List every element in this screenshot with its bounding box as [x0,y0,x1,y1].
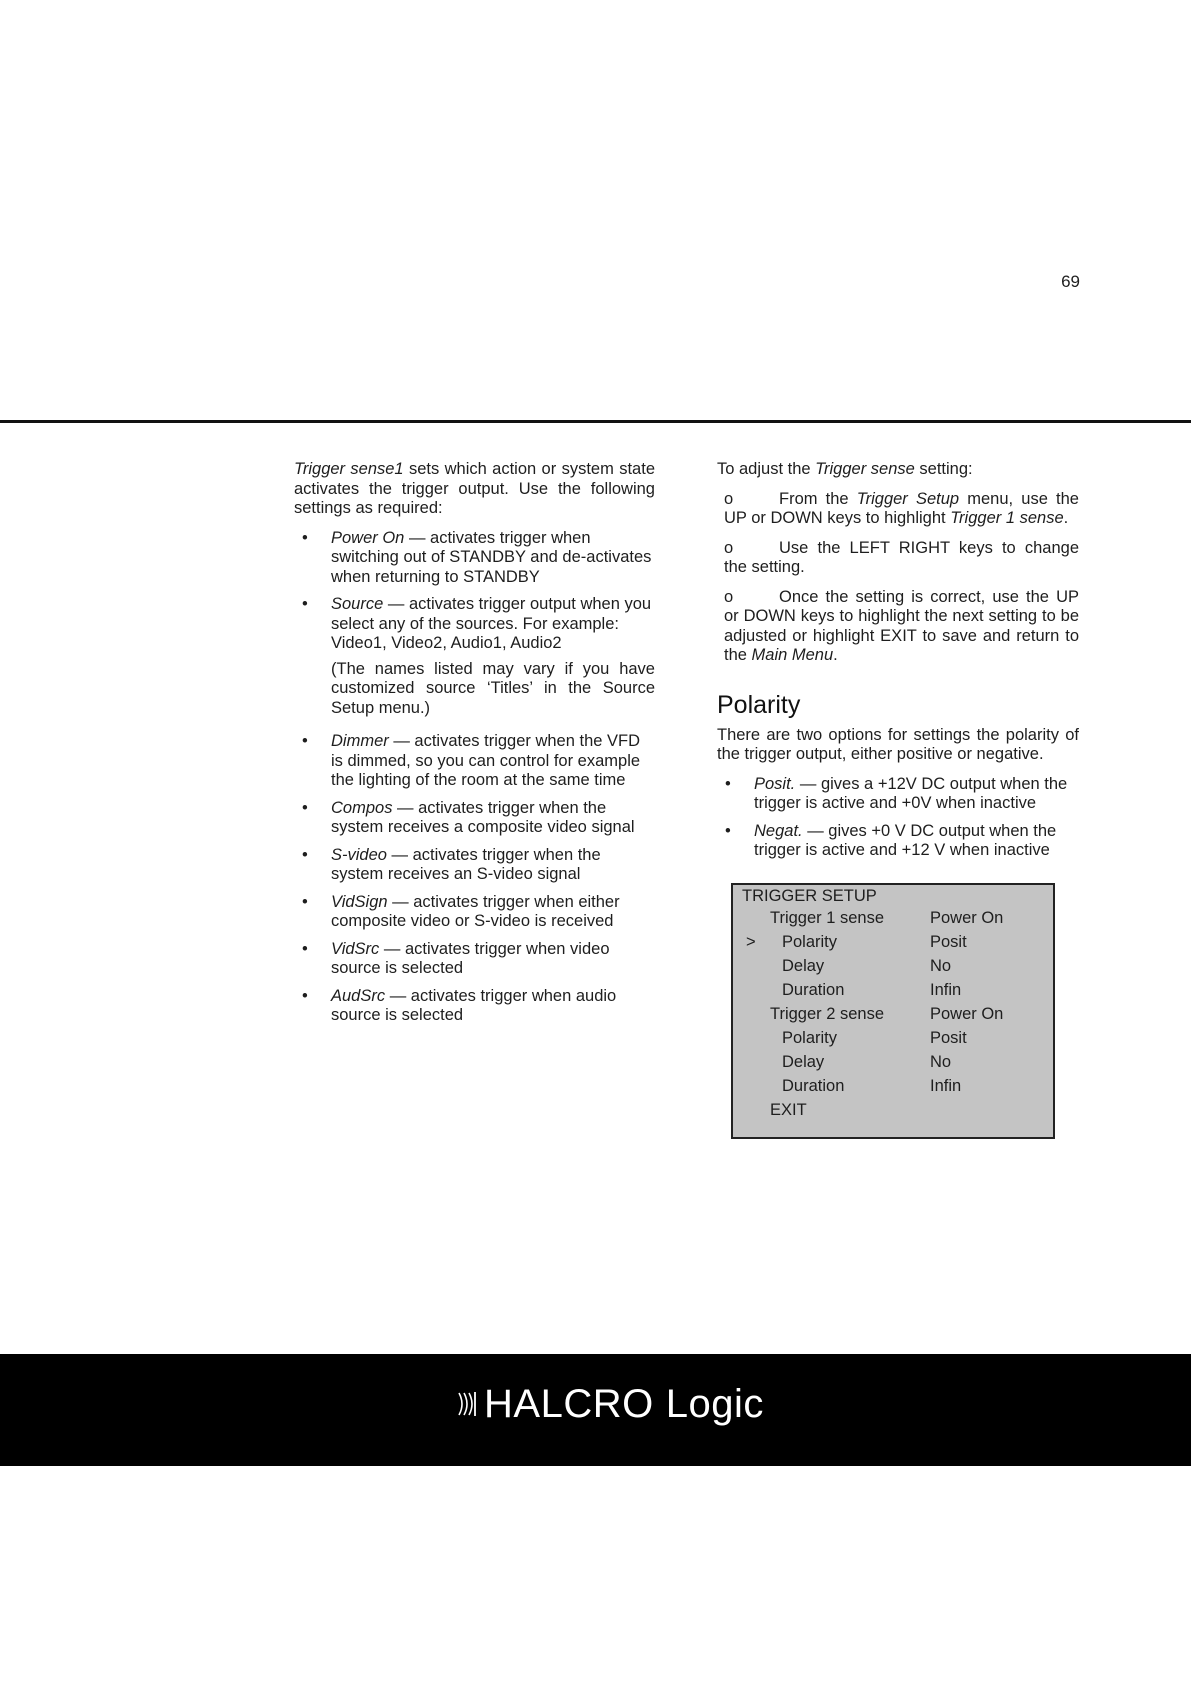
step-term: Main Menu [751,646,834,664]
menu-row [733,1005,1053,1029]
footer-band [0,1354,1191,1466]
page-number: 69 [1061,272,1080,291]
list-item [717,822,1079,861]
step-text: From the [779,489,857,508]
bullet-icon: • [302,986,308,1005]
menu-label: EXIT [770,1100,807,1119]
step-mark: o [724,489,734,508]
polarity-paragraph: There are two options for settings the polarity of the trigger output, either positive or negative. [717,725,1079,763]
step-text: menu, use the UP or DOWN keys to highlight [724,489,1079,527]
menu-label: Polarity [782,1028,838,1047]
menu-row [733,933,1053,957]
menu-row [733,1101,1053,1125]
bullet-icon: • [302,845,308,864]
trigger-sense-list [294,529,655,654]
item-text: — activates trigger when the system receives a composite video signal [331,798,635,836]
item-term: AudSrc [331,986,386,1005]
menu-label: Delay [782,1052,825,1071]
menu-value: Power On [930,1004,1004,1023]
adjust-post: setting: [914,460,973,478]
item-text: — activates trigger when the system receives an S-video signal [331,845,601,883]
menu-label: Delay [782,956,825,975]
item-text: — activates trigger when either composite video or S-video is received [331,892,620,930]
menu-row [733,909,1053,933]
adjust-steps [717,490,1079,666]
menu-title: TRIGGER SETUP [742,886,877,905]
menu-label: Duration [782,1076,845,1095]
item-text: — activates trigger when video source is selected [331,939,610,977]
bullet-icon: • [725,774,731,793]
logo-product: Logic [665,1382,764,1426]
step-item [717,490,1079,529]
list-item [294,846,655,885]
selection-pointer-icon: > [746,932,756,951]
right-column [717,460,1079,1139]
list-item [294,732,655,791]
halcro-logo [456,1374,764,1434]
list-item [294,893,655,932]
step-text: . [1063,509,1069,527]
step-term: Trigger 1 sense [950,509,1064,527]
polarity-list [717,775,1079,861]
list-item [294,595,655,654]
menu-row [733,981,1053,1005]
step-item [717,588,1079,666]
halcro-waves-icon [456,1389,482,1419]
bullet-icon: • [725,821,731,840]
bullet-icon: • [302,528,308,547]
bullet-icon: • [302,892,308,911]
intro-term: Trigger sense1 [294,460,404,478]
item-text: — activates trigger output when you select any of the sources. For example: Video1, Video2, Audio1, Audio2 [331,595,652,652]
step-item [717,539,1079,578]
item-term: VidSrc [331,939,380,958]
list-item [294,940,655,979]
menu-label: Trigger 1 sense [770,908,885,927]
list-item [717,775,1079,814]
header-rule [0,420,1191,423]
item-term: S-video [331,845,387,864]
item-term: Negat. [754,821,803,840]
item-term: Power On [331,528,405,547]
menu-value: No [930,956,952,975]
menu-row [733,1053,1053,1077]
trigger-setup-menu [731,883,1055,1139]
item-text: — activates trigger when switching out of STANDBY and de-activates when returning to STANDBY [331,528,652,586]
item-term: Compos [331,798,393,817]
item-text: — activates trigger when audio source is selected [331,986,617,1024]
left-column [294,460,655,1034]
step-term: Trigger Setup [856,489,960,508]
menu-value: Infin [930,980,962,999]
logo-text [484,1374,764,1434]
menu-label: Polarity [782,932,838,951]
menu-row [733,1029,1053,1053]
step-text: . [833,646,838,664]
bullet-icon: • [302,939,308,958]
menu-row [733,957,1053,981]
item-text: — activates trigger when the VFD is dimmed, so you can control for example the lighting of the room at the same time [331,732,641,789]
item-term: Source [331,595,384,613]
bullet-icon: • [302,798,308,817]
trigger-sense-list-cont [294,732,655,1026]
logo-brand: HALCRO [484,1382,654,1426]
menu-value: Infin [930,1076,962,1095]
list-item [294,799,655,838]
bullet-icon: • [302,595,308,613]
adjust-term: Trigger sense [815,460,915,478]
menu-value: Power On [930,908,1004,927]
item-text: — gives a +12V DC output when the trigger is active and +0V when inactive [754,774,1068,812]
menu-row [733,1077,1053,1101]
adjust-intro [717,460,1079,480]
menu-label: Trigger 2 sense [770,1004,885,1023]
source-note: (The names listed may vary if you have customized source ‘Titles’ in the Source Setup menu.) [331,659,655,717]
menu-label: Duration [782,980,845,999]
step-mark: o [724,587,734,606]
list-item [294,529,655,588]
bullet-icon: • [302,732,308,750]
list-item [294,987,655,1026]
menu-value: Posit [930,1028,967,1047]
step-mark: o [724,538,734,557]
item-term: VidSign [331,892,388,911]
adjust-pre: To adjust the [717,460,816,478]
intro-text: sets which action or system state activates the trigger output. Use the following settings as required: [294,460,655,517]
menu-value: Posit [930,932,967,951]
item-text: — gives +0 V DC output when the trigger is active and +12 V when inactive [754,821,1057,859]
menu-value: No [930,1052,952,1071]
intro-paragraph [294,460,655,519]
step-text: Once the setting is correct, use the UP or DOWN keys to highlight the next setting to be adjusted or highlight EXIT to save and return to the [724,587,1079,664]
step-text: Use the LEFT RIGHT keys to change the setting. [724,538,1079,576]
item-term: Posit. [754,774,796,793]
polarity-heading: Polarity [717,690,801,719]
item-term: Dimmer [331,732,389,750]
